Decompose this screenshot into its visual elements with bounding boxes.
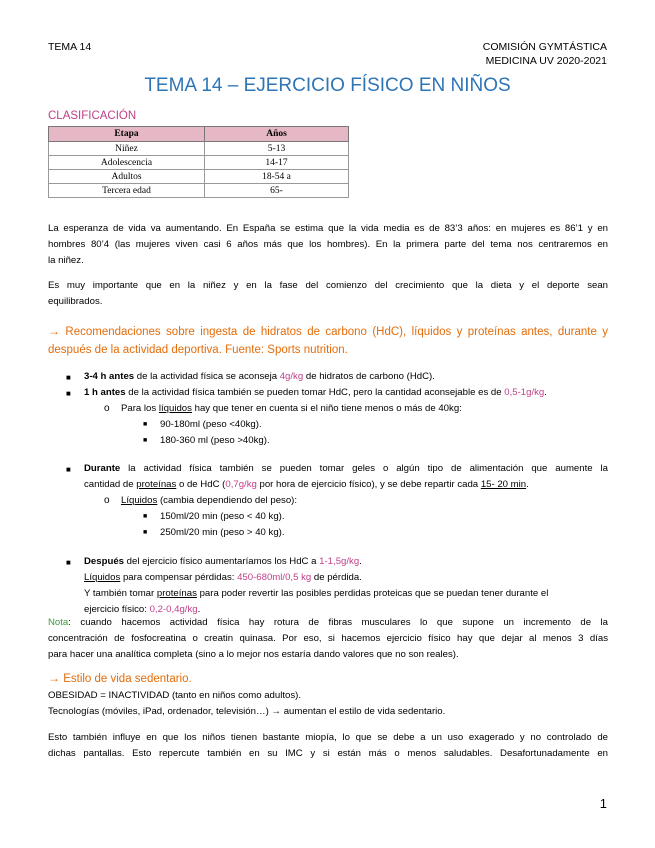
text: . [197,604,201,615]
text: para poder revertir las posibles perdidas proteicas que se puedan tener durante el [196,588,549,599]
section-sedentary-heading [48,671,192,685]
bullet-icon: ■ [66,465,71,474]
table-cell: 14-17 [205,156,349,170]
underlined-term: proteínas [136,479,177,490]
value: 450-680ml/0,5 kg [237,572,312,583]
table-cell: Niñez [49,142,205,156]
header-right-line1: COMISIÓN GYMTÁSTICA [482,41,607,53]
sub-item-liquids-before [121,401,611,417]
text: o de HdC ( [176,479,226,490]
text: de la actividad física se aconseja [134,371,280,382]
text: la actividad física también se pueden tomar geles o algún tipo de alimentación que aumente la [120,463,608,474]
item-line [84,554,614,570]
text: de pérdida. [311,572,362,583]
text: de la actividad física también se pueden tomar HdC, pero la cantidad aconsejable es de [125,387,505,398]
paragraph-balanced [48,278,608,310]
text: por hora de ejercicio físico), y se debe repartir cada [256,479,481,490]
header-right-line2: MEDICINA UV 2020-2021 [485,55,607,67]
paragraph-line: Esto también influye en que los niños tienen bastante miopía, lo que se debe a un uso exagerado y no controlado de [48,732,608,743]
table-row [49,184,349,198]
bullet-icon: ■ [66,373,71,382]
square-bullet-icon: ■ [143,529,148,536]
header-left: TEMA 14 [48,41,92,53]
text: . [359,556,362,567]
paragraph-line: dichas pantallas. Esto repercute también en su IMC y si están más o menos saludables. Desafortunadamente en [48,748,608,759]
page-title: TEMA 14 – EJERCICIO FÍSICO EN NIÑOS [144,75,511,96]
note-line: para hacer una analítica completa (sino a lo mejor nos estaría dando valores que no son reales). [48,649,459,660]
text: Y también tomar [84,588,157,599]
text: cantidad de [84,479,137,490]
underlined-term: 15- 20 min [480,479,527,490]
paragraph-life-expectancy [48,221,608,269]
paragraph-line: hombres 80’4 (las mujeres viven casi 6 años más que los hombres). En la primera parte del tema nos centraremos en [48,239,608,250]
item-line [84,477,608,493]
value: 0,5-1g/kg [504,387,545,398]
emphasis: Durante [84,463,121,474]
sedentary-text [48,688,608,720]
text: para compensar pérdidas: [120,572,238,583]
item-line [84,461,608,477]
table-cell: 18-54 a [205,170,349,184]
list-item-after [84,554,614,618]
text: hay que tener en cuenta si el niño tiene menos o más de 40kg: [191,403,462,414]
heading-line [48,322,608,341]
bullet-icon: ■ [66,558,71,567]
table-cell: Adultos [49,170,205,184]
sub-item-liquids-during [121,493,611,509]
text: . [526,479,529,490]
table-row [49,142,349,156]
text: Para los [121,403,159,414]
text: (cambia dependiendo del peso): [157,495,298,506]
sub-sub-item: 180-360 ml (peso >40kg). [160,435,270,446]
note-label: Nota [48,617,69,628]
circle-bullet-icon: o [104,403,110,414]
note-line: concentración de fosfocreatina o creatin quinasa. Por eso, si hacemos ejercicio físico hay que dejar al menos 3 días [48,633,608,644]
classification-table [48,126,349,198]
square-bullet-icon: ■ [143,421,148,428]
arrow-icon: → [48,324,60,338]
emphasis: 1 h antes [84,387,126,398]
arrow-icon: → [48,671,60,685]
table-cell: Adolescencia [49,156,205,170]
emphasis: Después [84,556,124,567]
text: del ejercicio físico aumentaríamos los HdC a [124,556,320,567]
paragraph-line: Es muy importante que en la niñez y en la fase del comienzo del crecimiento que la dieta y el deporte sean [48,280,608,291]
page-number: 1 [599,796,607,811]
note-paragraph [48,615,608,663]
list-item-before-3-4h [84,369,614,385]
item-line [84,570,614,586]
square-bullet-icon: ■ [143,437,148,444]
underlined-term: Líquidos [121,495,158,506]
text: . [544,387,547,398]
emphasis: 3-4 h antes [84,371,135,382]
heading-line: después de la actividad deportiva. Fuente: Sports nutrition. [48,344,348,356]
value: 4g/kg [279,371,304,382]
item-line [84,586,614,602]
heading-text: Recomendaciones sobre ingesta de hidratos de carbono (HdC), líquidos y proteínas antes, durante y [65,326,609,338]
value: 0,2-0,4g/kg [149,604,198,615]
list-item-during [84,461,608,493]
section-classification-heading: CLASIFICACIÓN [48,110,137,122]
table-cell: Tercera edad [49,184,205,198]
table-cell: 65- [205,184,349,198]
underlined-term: proteínas [156,588,197,599]
text: : cuando hacemos actividad física hay rotura de fibras musculares lo que supone un incremento de la [68,617,608,628]
sub-sub-item: 150ml/20 min (peso < 40 kg). [160,511,285,522]
table-header-cell: Años [205,127,349,142]
table-row [49,170,349,184]
table-cell: 5-13 [205,142,349,156]
table-row [49,156,349,170]
note-line [48,615,608,631]
value: 1-1,5g/kg [319,556,360,567]
value: 0,7g/kg [225,479,257,490]
text-line: OBESIDAD = INACTIVIDAD (tanto en niños como adultos). [48,690,302,701]
section-recommendations-heading [48,322,608,359]
text: ejercicio físico: [84,604,150,615]
table-header-row [49,127,349,142]
paragraph-line: La esperanza de vida va aumentando. En España se estima que la vida media es de 83’3 años: en mujeres es 86’1 y en [48,223,608,234]
sub-sub-item: 90-180ml (peso <40kg). [160,419,262,430]
square-bullet-icon: ■ [143,513,148,520]
paragraph-line: la niñez. [48,255,84,266]
table-header-cell: Etapa [49,127,205,142]
heading-text: Estilo de vida sedentario. [63,673,192,685]
paragraph-myopia [48,730,608,762]
text: de hidratos de carbono (HdC). [303,371,435,382]
underlined-term: líquidos [158,403,192,414]
paragraph-line: equilibrados. [48,296,103,307]
underlined-term: Líquidos [84,572,121,583]
circle-bullet-icon: o [104,495,110,506]
text-line: Tecnologías (móviles, iPad, ordenador, televisión…) → aumentan el estilo de vida sedentario. [48,706,446,717]
sub-sub-item: 250ml/20 min (peso > 40 kg). [160,527,285,538]
list-item-before-1h [84,385,614,401]
bullet-icon: ■ [66,389,71,398]
